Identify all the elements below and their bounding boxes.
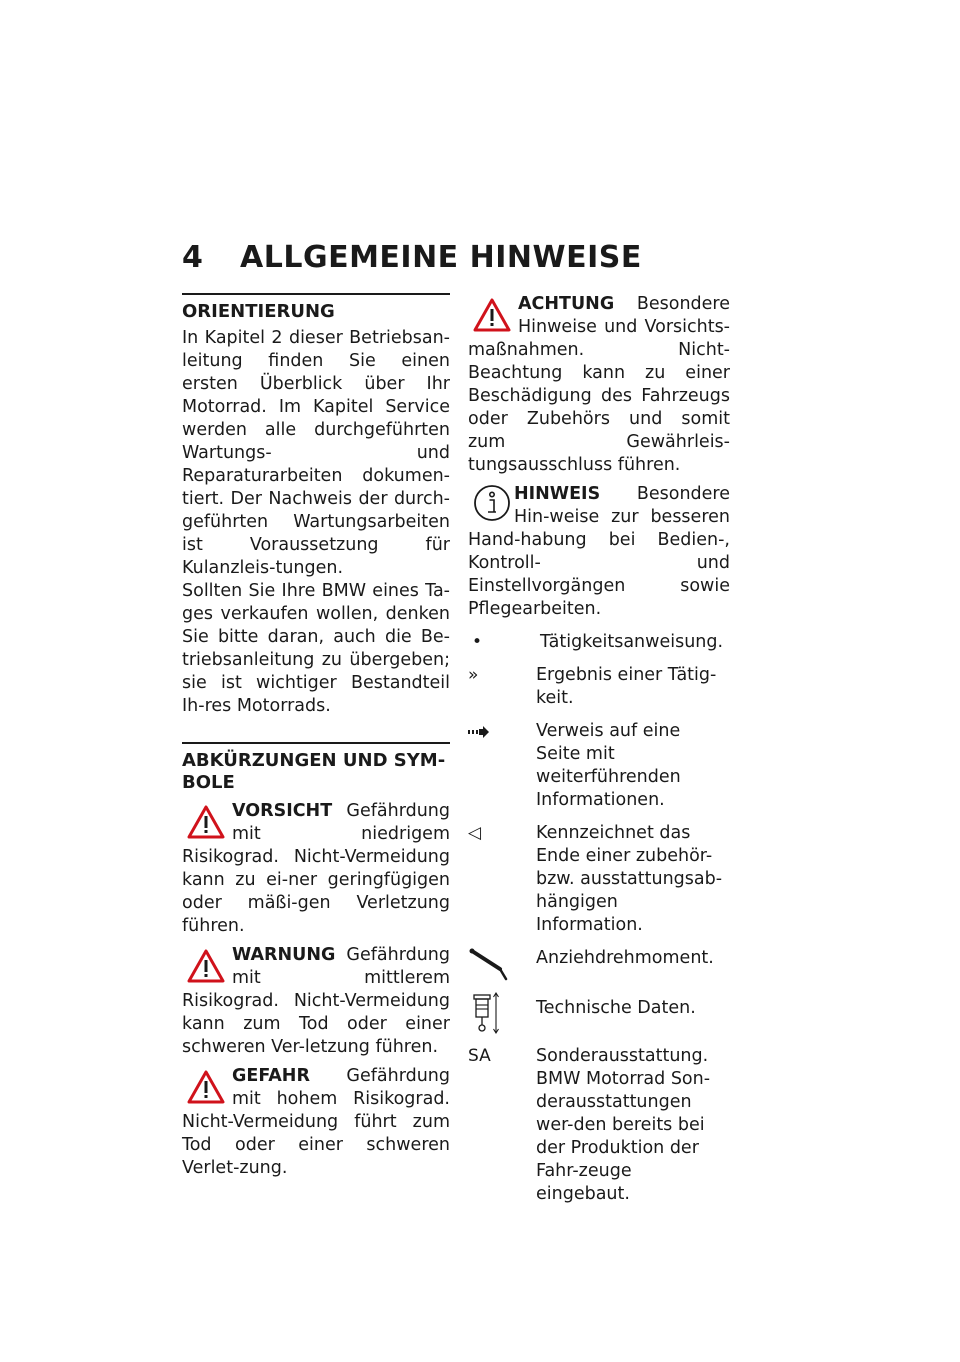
keyword-warnung: WARNUNG: [232, 945, 336, 965]
symbol-description: Sonderausstattung. BMW Motorrad Son-derausstattungen wer-den bereits bei der Produktion der Fahr-zeuge eingebaut.: [536, 1046, 711, 1204]
left-column: [182, 293, 450, 1180]
text-warnung: Gefährdung mit mittlerem Risikograd. Nicht-Vermeidung kann zum Tod oder einer schweren Ver-letzung führen.: [182, 945, 450, 1057]
info-icon: [472, 483, 512, 523]
text-achtung: Besondere Hinweise und Vorsichts-maßnahmen. Nicht-Beachtung kann zu einer Beschädigung des Fahrzeugs oder Zubehörs und somit zum Gewährleis-tungsausschluss führen.: [468, 294, 730, 475]
attention-triangle-icon: [472, 297, 512, 333]
symbol-description: Verweis auf eine Seite mit weiterführenden Informationen.: [536, 721, 681, 810]
symbol-description: Ergebnis einer Tätig-keit.: [536, 665, 717, 708]
torque-wrench-icon: [468, 947, 536, 981]
symbol-row-end-marker: [468, 822, 730, 937]
keyword-vorsicht: VORSICHT: [232, 801, 333, 821]
orientierung-paragraph-2: Sollten Sie Ihre BMW eines Ta-ges verkaufen wollen, denken Sie bitte daran, auch die Be-triebsanleitung zu übergeben; sie ist wichtiger Bestandteil Ih-res Motorrads.: [182, 581, 450, 716]
keyword-achtung: ACHTUNG: [518, 294, 615, 314]
section-heading-abkuerzungen: ABKÜRZUNGEN UND SYM-BOLE: [182, 742, 450, 794]
right-column: [468, 293, 730, 1206]
section-heading-orientierung: ORIENTIERUNG: [182, 293, 450, 323]
warning-triangle-icon: [186, 948, 226, 984]
bullet-icon: •: [472, 632, 483, 652]
technical-data-icon: [468, 991, 536, 1035]
orientierung-paragraph-1: In Kapitel 2 dieser Betriebsan-leitung finden Sie einen ersten Überblick über Ihr Motorrad. Im Kapitel Service werden alle durchgeführten Wartungs- und Reparaturarbeiten dokumen-tiert. Der Nachweis der durch-geführten Wartungsarbeiten ist Voraussetzung für Kulanzleis-tungen.: [182, 328, 450, 578]
text-vorsicht: Gefährdung mit niedrigem Risikograd. Nicht-Vermeidung kann zu ei-ner geringfügigen oder mäßi-gen Verletzung führen.: [182, 801, 450, 936]
note-warnung: [182, 944, 450, 1059]
symbol-row-technical-data: [468, 991, 730, 1035]
symbol-row-torque: [468, 947, 730, 981]
keyword-hinweis: HINWEIS: [514, 484, 601, 504]
symbol-row-result: [468, 664, 730, 710]
note-achtung: [468, 293, 730, 477]
note-gefahr: [182, 1065, 450, 1180]
symbol-row-bullet: [468, 631, 730, 654]
chapter-heading: ALLGEMEINE HINWEISE: [240, 240, 642, 275]
chapter-title: [182, 240, 742, 280]
symbol-row-reference: [468, 720, 730, 812]
note-vorsicht: [182, 800, 450, 938]
symbol-description: Tätigkeitsanweisung.: [540, 632, 724, 652]
end-marker-icon: ◁: [468, 823, 482, 843]
symbol-row-sa: [468, 1045, 730, 1206]
warning-triangle-icon: [186, 804, 226, 840]
reference-arrow-icon: [468, 720, 536, 812]
keyword-gefahr: GEFAHR: [232, 1066, 310, 1086]
symbol-description: Technische Daten.: [536, 998, 696, 1018]
warning-triangle-icon: [186, 1069, 226, 1105]
special-equipment-abbreviation: SA: [468, 1046, 491, 1066]
chapter-number: 4: [182, 240, 204, 275]
symbol-description: Kennzeichnet das Ende einer zubehör- bzw. ausstattungsab-hängigen Information.: [536, 823, 723, 935]
symbol-description: Anziehdrehmoment.: [536, 948, 714, 968]
text-gefahr: Gefährdung mit hohem Risikograd. Nicht-Vermeidung führt zum Tod oder einer schweren Verlet-zung.: [182, 1066, 450, 1178]
text-hinweis: Besondere Hin-weise zur besseren Hand-habung bei Bedien-, Kontroll- und Einstellvorgängen sowie Pflegearbeiten.: [468, 484, 730, 619]
result-icon: »: [468, 665, 479, 685]
note-hinweis: [468, 483, 730, 621]
